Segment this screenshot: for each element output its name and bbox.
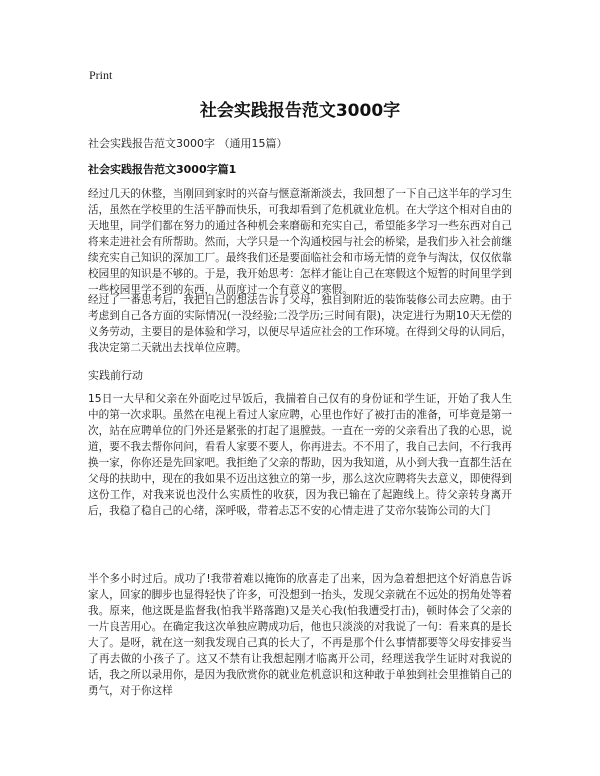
document-subtitle: 社会实践报告范文3000字 （通用15篇） xyxy=(88,137,288,150)
paragraph-4: 半个多小时过后。成功了!我带着难以掩饰的欣喜走了出来，因为急着想把这个好消息告诉家人，回家的脚步也显得轻快了许多，可没想到一抬头，发现父亲就在不远处的拐角处等着我。原来，他这既是监督我(怕我半路落跑)又是关心我(怕我遭受打击)，顿时体会了父亲的一片良苦用心。在确定我这次单独应聘成功后，他也只淡淡的对我说了一句：看来真的是长大了。是呀，就在这一刻我发现自己真的长大了，不再是那个什么事情都要等父母安排妥当了再去做的小孩子了。这又不禁有让我想起刚才临离开公司，经理送我学生证时对我说的话，我之所以录用你，是因为我欣赏你的就业危机意识和这种敢于单独到社会里推销自己的勇气，对于你这样 xyxy=(88,573,512,697)
print-label[interactable]: Print xyxy=(89,68,113,82)
document-title: 社会实践报告范文3000字 xyxy=(199,101,401,121)
paragraph-3: 15日一大早和父亲在外面吃过早饭后，我揣着自己仅有的身份证和学生证，开始了我人生中的第一次求职。虽然在电视上看过人家应聘，心里也作好了被打击的准备，可毕竟是第一次，站在应聘单位的门外还是紧张的打起了退膛鼓。一直在一旁的父亲看出了我的心思，说道，要不我去帮你问问，看看人家要不要人，你再进去。不不用了，我自己去问，不行我再换一家，你你还是先回家吧。我拒绝了父亲的帮助，因为我知道，从小到大我一直都生活在父母的扶助中，现在的我如果不迈出这独立的第一步，那么这次应聘将失去意义，即使得到这份工作，对我来说也没什么实质性的收获，因为我已输在了起跑线上。待父亲转身离开后，我稳了稳自己的心绪，深呼吸，带着忐忑不安的心情走进了艾帝尔装饰公司的大门 xyxy=(88,393,512,517)
paragraph-1: 经过几天的休整，当刚回到家时的兴奋与惬意渐渐淡去，我回想了一下自己这半年的学习生活，虽然在学校里的生活平静而快乐，可我却看到了危机就业危机。在大学这个相对自由的天地里，同学们都在努力的通过各种机会来磨砺和充实自己，希望能多学习一些东西对自己将来走进社会有所帮助。然而，大学只是一个沟通校园与社会的桥梁，是我们步入社会前继续充实自己知识的深加工厂。最终我们还是要面临社会和市场无情的竞争与淘汰，仅仅依靠校园里的知识是不够的。于是，我开始思考：怎样才能让自己在寒假这个短暂的时间里学到一些校园里学不到的东西，从而度过一个有意义的寒假。 xyxy=(88,188,512,296)
section-heading: 社会实践报告范文3000字篇1 xyxy=(88,163,237,176)
paragraph-2: 经过了一番思考后，我把自己的想法告诉了父母，独自到附近的装饰装修公司去应聘。由于考虑到自己各方面的实际情况(一没经验;二没学历;三时间有限)，决定进行为期10天无偿的义务劳动，主要目的是体验和学习，以便尽早适应社会的工作环境。在得到父母的认同后，我决定第二天就出去找单位应聘。 xyxy=(88,294,512,354)
subheading: 实践前行动 xyxy=(88,369,143,382)
